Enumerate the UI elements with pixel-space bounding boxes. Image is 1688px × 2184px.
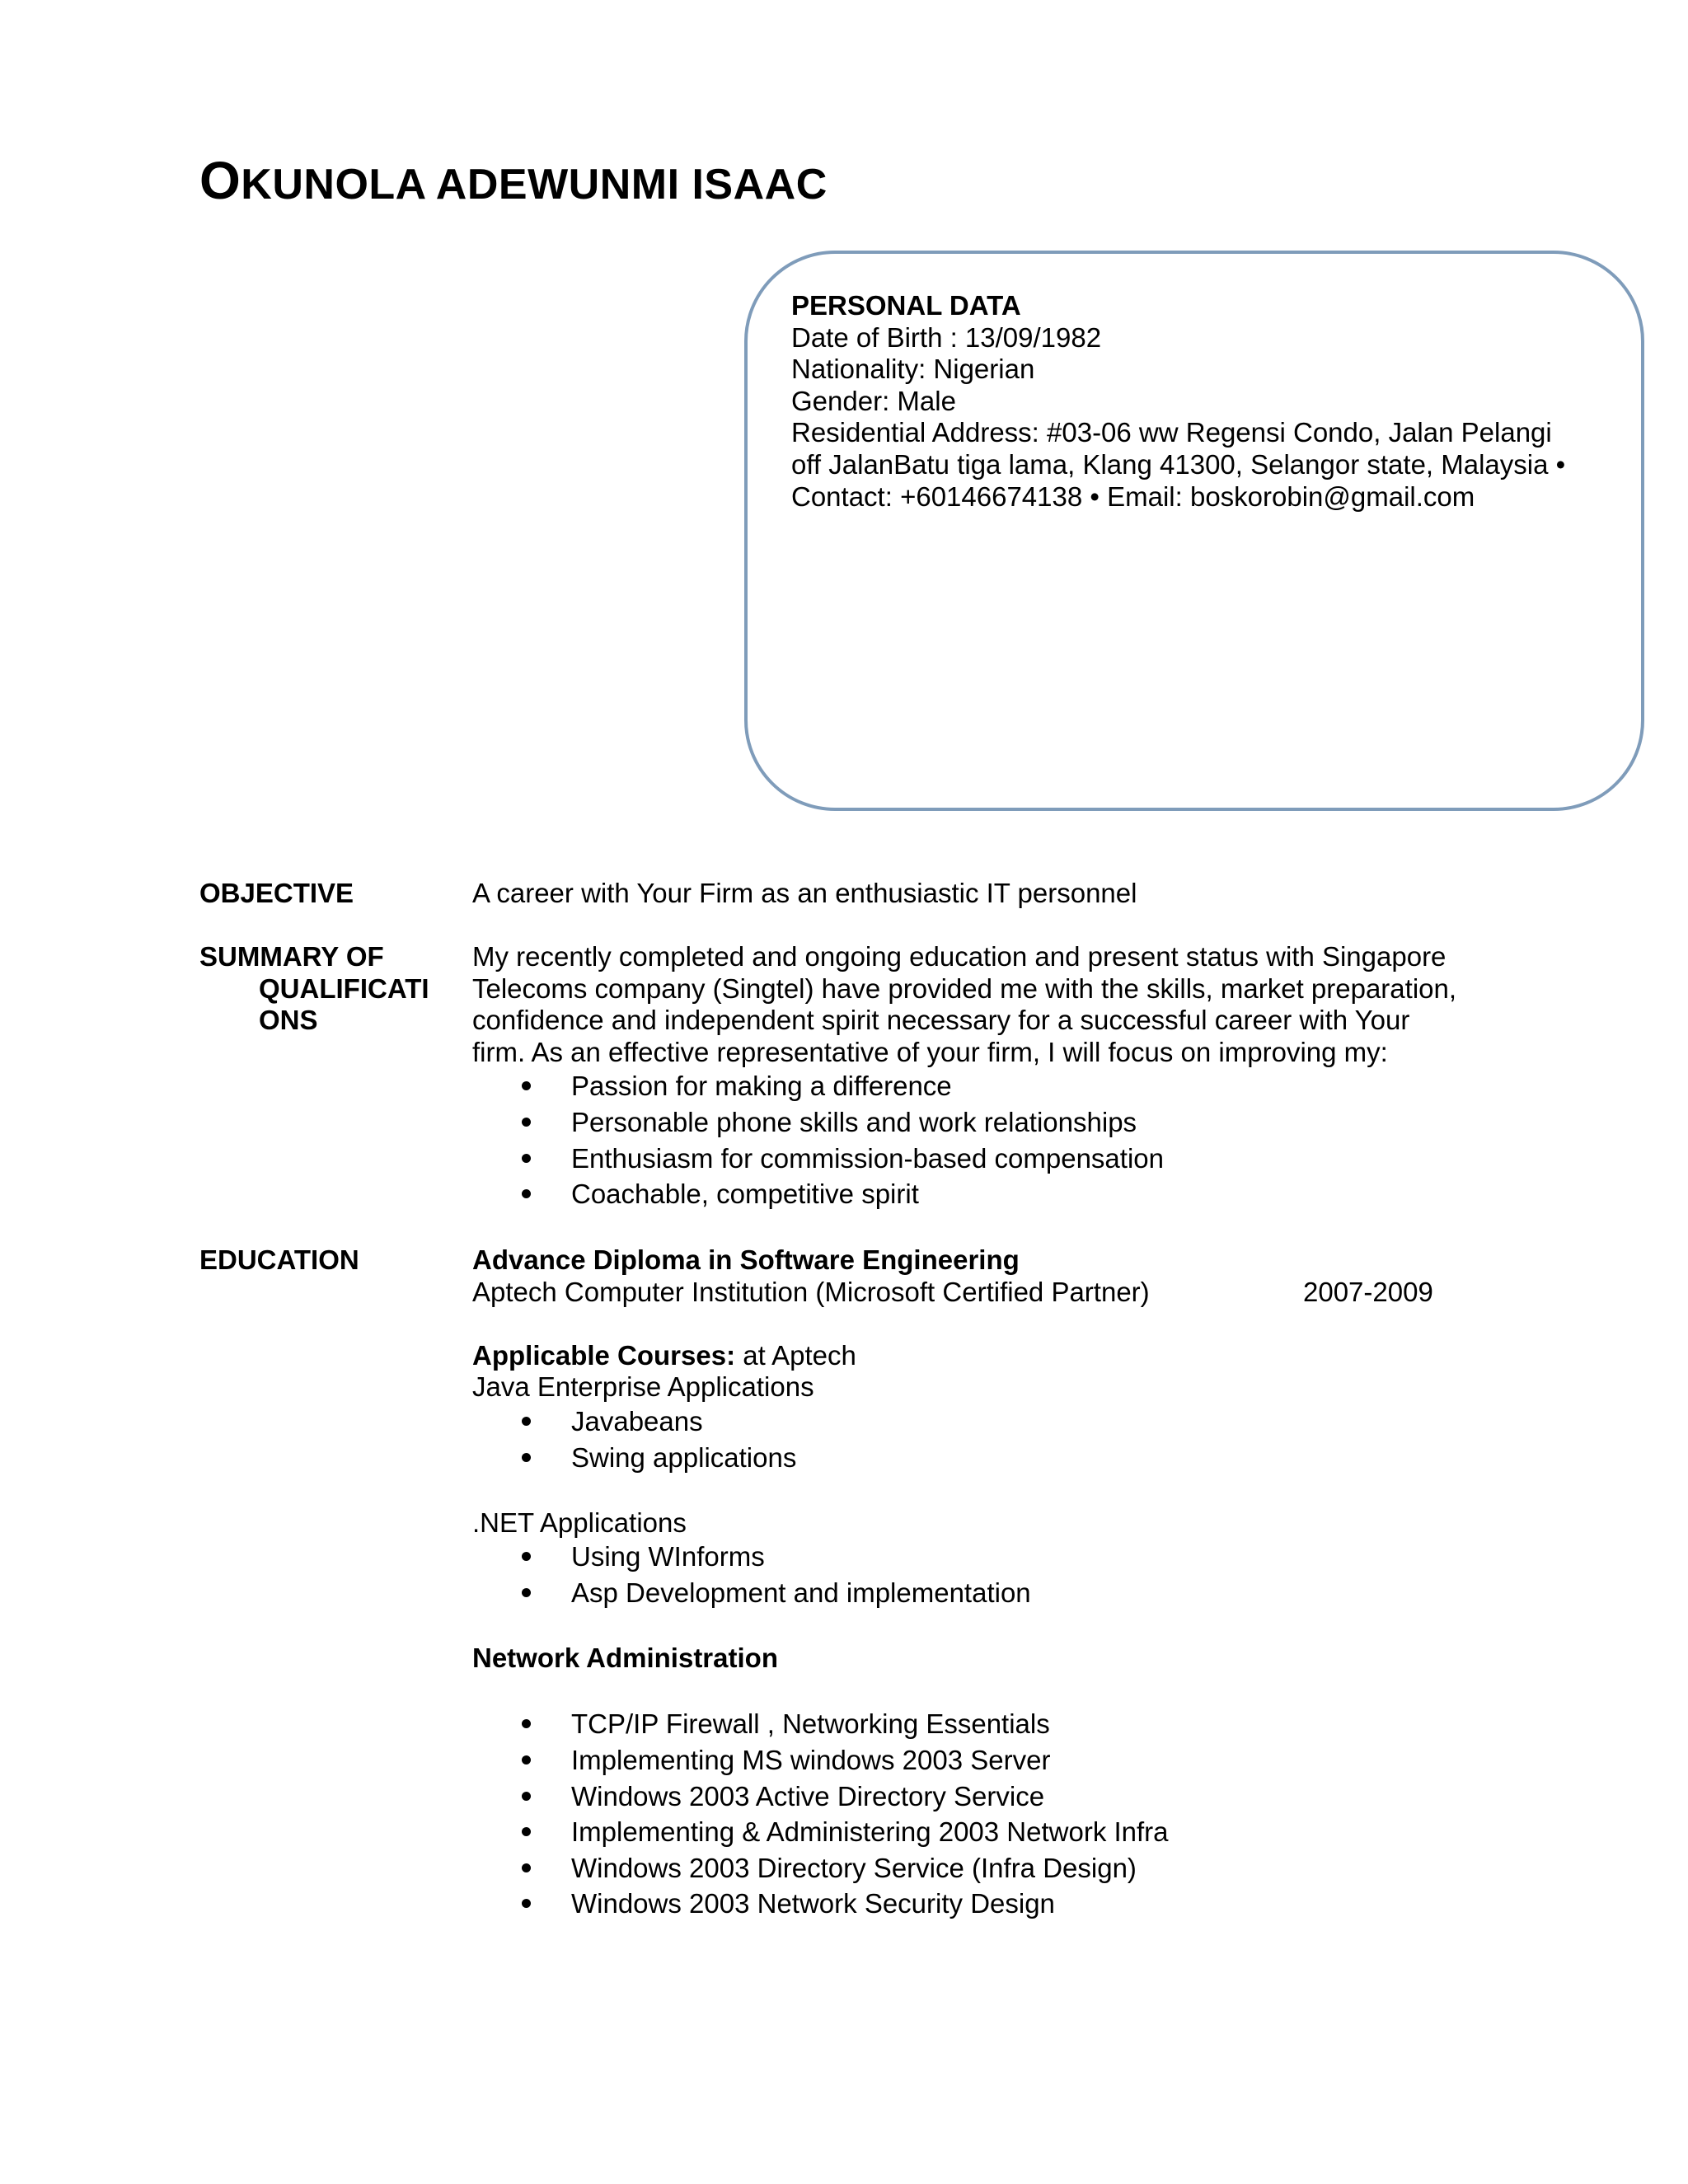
list-item-text: Windows 2003 Active Directory Service <box>571 1780 1045 1811</box>
java-title: Java Enterprise Applications <box>472 1371 814 1403</box>
summary-label-line-1: SUMMARY OF <box>199 941 384 972</box>
list-item-text: Asp Development and implementation <box>571 1577 1031 1608</box>
education-years: 2007-2009 <box>1303 1276 1433 1307</box>
list-item <box>472 1404 1544 1440</box>
list-item <box>472 1779 1544 1815</box>
bullet-icon <box>522 1719 531 1728</box>
list-item <box>472 1440 1544 1476</box>
summary-paragraph-line: My recently completed and ongoing education and present status with Singapore <box>472 941 1447 972</box>
summary-label <box>199 941 429 1037</box>
education-body <box>472 1244 1544 1922</box>
bullet-icon <box>522 1792 531 1801</box>
network-title: Network Administration <box>472 1643 778 1674</box>
institution-line <box>472 1277 1544 1309</box>
list-item-text: Swing applications <box>571 1441 797 1473</box>
personal-data-content <box>791 290 1632 513</box>
list-item-text: Javabeans <box>571 1405 703 1436</box>
list-item <box>472 1850 1544 1886</box>
list-item <box>472 1742 1544 1779</box>
list-item-text: Windows 2003 Network Security Design <box>571 1888 1055 1919</box>
list-item <box>472 1176 1544 1212</box>
bullet-icon <box>522 1588 531 1597</box>
courses-suffix: at Aptech <box>735 1339 856 1371</box>
personal-data-heading: PERSONAL DATA <box>791 290 1021 321</box>
list-item-text: Passion for making a difference <box>571 1071 952 1102</box>
objective-text <box>472 878 1544 910</box>
courses-heading <box>472 1340 1544 1372</box>
bullet-icon <box>522 1552 531 1561</box>
objective-line: A career with Your Firm as an enthusiastic IT personnel <box>472 878 1137 908</box>
personal-line-nationality: Nationality: Nigerian <box>791 354 1035 385</box>
bullet-icon <box>522 1189 531 1198</box>
summary-paragraph-line: Telecoms company (Singtel) have provided me with the skills, market preparation, <box>472 972 1457 1004</box>
list-item-text: Enthusiasm for commission-based compensation <box>571 1142 1164 1174</box>
list-item <box>472 1068 1544 1104</box>
summary-label-line-2: QUALIFICATI <box>259 972 429 1004</box>
list-item-text: Implementing MS windows 2003 Server <box>571 1744 1051 1775</box>
bullet-icon <box>522 1863 531 1872</box>
summary-body <box>472 941 1544 1212</box>
bullet-icon <box>522 1899 531 1908</box>
degree-title: Advance Diploma in Software Engineering <box>472 1244 1020 1275</box>
summary-bullet-list <box>472 1068 1544 1212</box>
bullet-icon <box>522 1453 531 1462</box>
education-label: EDUCATION <box>199 1244 359 1275</box>
bullet-icon <box>522 1154 531 1163</box>
list-item-text: Implementing & Administering 2003 Network Infra <box>571 1816 1169 1848</box>
list-item <box>472 1814 1544 1850</box>
bullet-icon <box>522 1118 531 1127</box>
resume-name <box>199 150 828 211</box>
personal-line-dob: Date of Birth : 13/09/1982 <box>791 321 1102 353</box>
bullet-icon <box>522 1827 531 1836</box>
bullet-icon <box>522 1755 531 1765</box>
objective-label: OBJECTIVE <box>199 878 354 908</box>
personal-line-gender: Gender: Male <box>791 385 956 416</box>
name-first-letter: O <box>199 151 241 210</box>
list-item-text: Personable phone skills and work relationships <box>571 1106 1137 1137</box>
bullet-icon <box>522 1417 531 1426</box>
list-item-text: Using WInforms <box>571 1541 765 1572</box>
list-item <box>472 1886 1544 1922</box>
list-item <box>472 1104 1544 1141</box>
network-course-list <box>472 1706 1544 1922</box>
personal-line-address-2: off JalanBatu tiga lama, Klang 41300, Selangor state, Malaysia • <box>791 448 1566 480</box>
personal-line-contact: Contact: +60146674138 • Email: boskorobin@gmail.com <box>791 480 1475 512</box>
name-rest: KUNOLA ADEWUNMI ISAAC <box>241 161 828 209</box>
list-item <box>472 1575 1544 1611</box>
summary-label-line-3: ONS <box>259 1005 318 1036</box>
list-item <box>472 1539 1544 1575</box>
list-item <box>472 1141 1544 1177</box>
dotnet-course-list <box>472 1539 1544 1610</box>
list-item-text: TCP/IP Firewall , Networking Essentials <box>571 1708 1050 1740</box>
list-item-text: Coachable, competitive spirit <box>571 1179 919 1210</box>
list-item <box>472 1706 1544 1742</box>
courses-label: Applicable Courses: <box>472 1339 736 1371</box>
summary-paragraph-line: confidence and independent spirit necessary for a successful career with Your <box>472 1005 1410 1036</box>
dotnet-title: .NET Applications <box>472 1507 687 1538</box>
bullet-icon <box>522 1081 531 1090</box>
summary-paragraph-line: firm. As an effective representative of your firm, I will focus on improving my: <box>472 1036 1388 1067</box>
java-course-list <box>472 1404 1544 1475</box>
list-item-text: Windows 2003 Directory Service (Infra Design) <box>571 1852 1137 1883</box>
institution-name: Aptech Computer Institution (Microsoft Certified Partner) <box>472 1276 1150 1307</box>
personal-line-address-1: Residential Address: #03-06 ww Regensi Condo, Jalan Pelangi <box>791 417 1552 448</box>
